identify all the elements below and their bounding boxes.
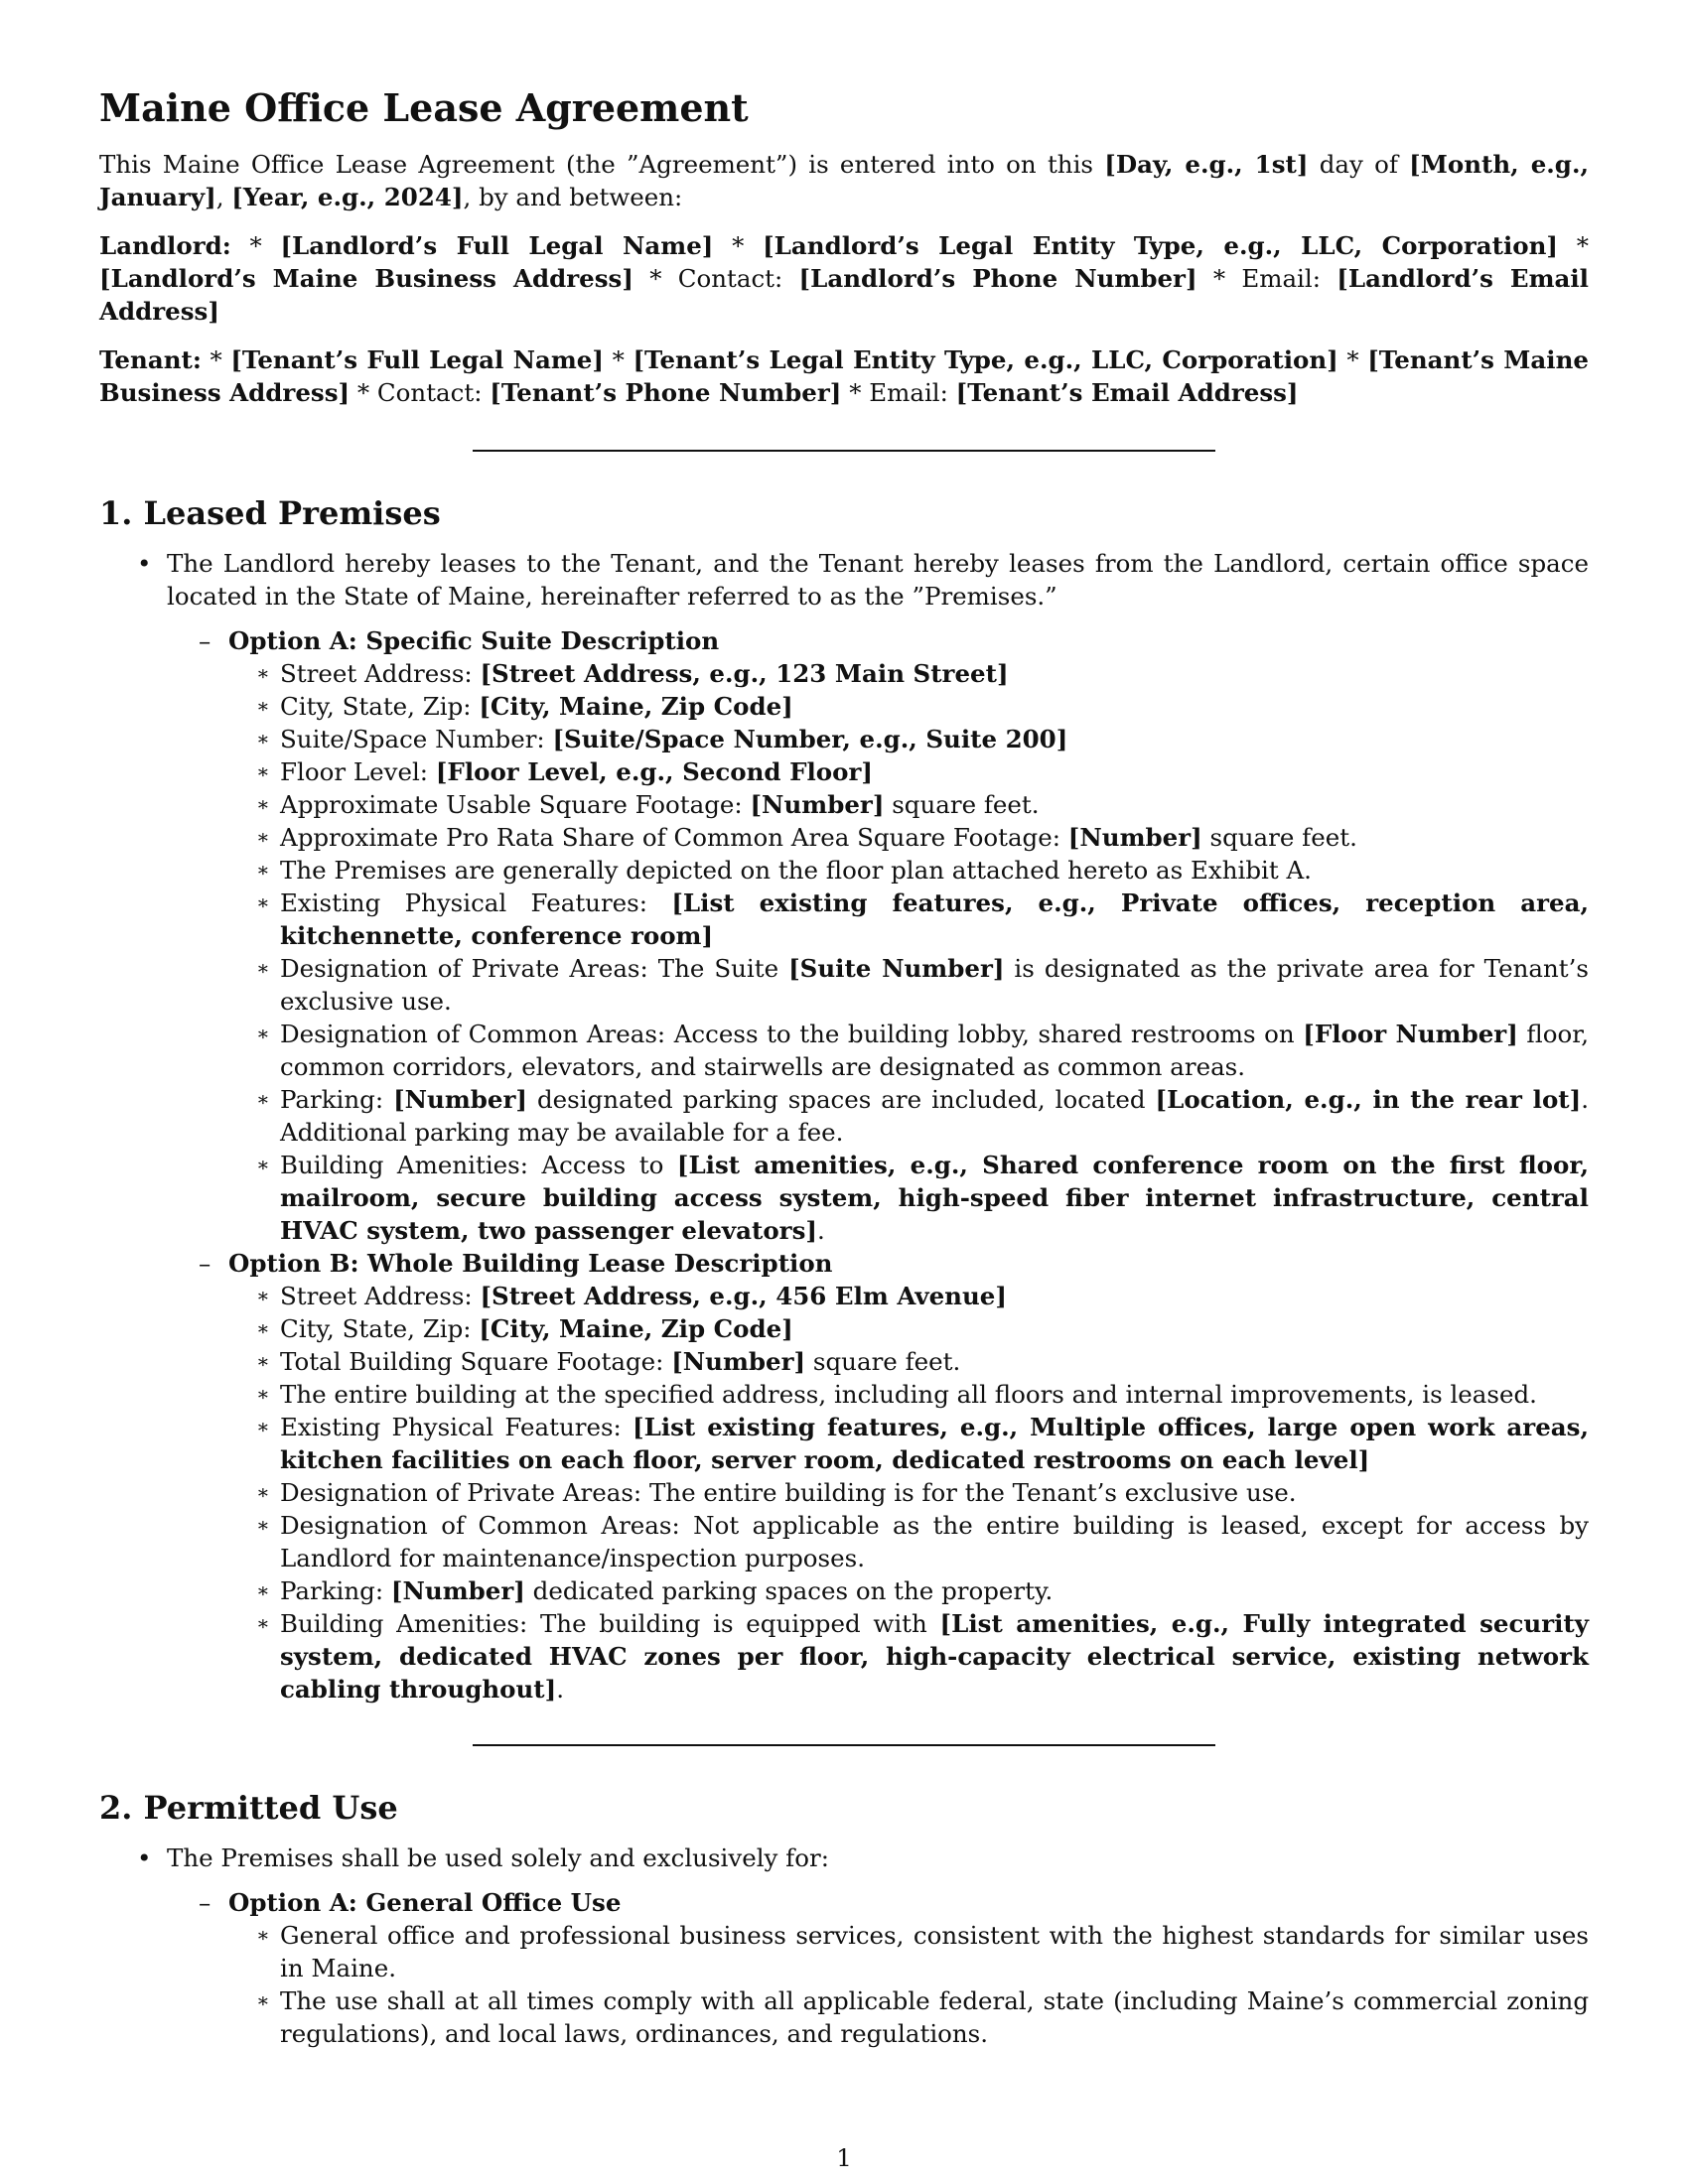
placeholder-field: [Floor Number]: [1303, 1020, 1518, 1048]
dash-icon: –: [199, 626, 211, 655]
list-item: [228, 723, 1589, 755]
placeholder-field: [List existing features, e.g., Private offices, reception area, kitchennette, conference room]: [280, 888, 1589, 950]
asterisk-icon: ∗: [256, 694, 270, 718]
option-b-item: [167, 1247, 1589, 1706]
placeholder-field: [Number]: [1067, 823, 1202, 852]
intro-text: This Maine Office Lease Agreement (the ”Agreement”) is entered into on this: [99, 150, 1093, 179]
leased-premises-list: [99, 547, 1589, 1706]
landlord-paragraph: [99, 229, 1589, 328]
item-label: Building Amenities: Access to: [280, 1151, 677, 1179]
list-item: [228, 1476, 1589, 1509]
item-label: Suite/Space Number:: [280, 725, 553, 753]
month-placeholder: [Month, e.g., January]: [99, 150, 1589, 211]
dash-icon: –: [199, 1249, 211, 1278]
asterisk-icon: ∗: [256, 1988, 270, 2012]
placeholder-field: [List amenities, e.g., Fully integrated security system, dedicated HVAC zones per floor, high-capacity electrical service, existing network cabling throughout]: [280, 1609, 1589, 1704]
item-text: Designation of Common Areas: Not applicable as the entire building is leased, except for access by Landlord for maintenance/inspection purposes.: [280, 1511, 1589, 1572]
option-a-item: [167, 1886, 1589, 2050]
permitted-use-list: [99, 1842, 1589, 2050]
option-b-details: [228, 1280, 1589, 1706]
list-item: [228, 821, 1589, 854]
item-text: floor, common corridors, elevators, and stairwells are designated as common areas.: [280, 1020, 1590, 1081]
list-item: [228, 788, 1589, 821]
separator: *: [603, 345, 633, 374]
asterisk-icon: ∗: [256, 1480, 270, 1504]
placeholder-field: [Suite Number]: [788, 954, 1005, 983]
list-item: [99, 1842, 1589, 2050]
section-heading-leased-premises: 1. Leased Premises: [99, 494, 441, 532]
placeholder-field: [Street Address, e.g., 123 Main Street]: [480, 659, 1009, 688]
document-content: [99, 85, 1589, 2050]
asterisk-icon: ∗: [256, 727, 270, 751]
list-item: [228, 1378, 1589, 1411]
placeholder-field: [Number]: [390, 1576, 525, 1605]
item-text: designated parking spaces are included, located: [527, 1085, 1156, 1114]
list-item: [228, 1509, 1589, 1574]
landlord-address-placeholder: [Landlord’s Maine Business Address]: [99, 264, 633, 293]
option-a-item: [167, 624, 1589, 1247]
asterisk-icon: ∗: [256, 1382, 270, 1406]
item-label: Parking:: [280, 1085, 394, 1114]
asterisk-icon: ∗: [256, 1087, 270, 1111]
placeholder-field: [Suite/Space Number, e.g., Suite 200]: [552, 725, 1068, 753]
placeholder-field: [Floor Level, e.g., Second Floor]: [435, 757, 873, 786]
item-text: The entire building at the specified address, including all floors and internal improvements, is leased.: [280, 1380, 1537, 1409]
year-placeholder: [Year, e.g., 2024]: [231, 183, 464, 211]
list-item: [228, 1280, 1589, 1312]
intro-text: , by and between:: [463, 183, 683, 211]
option-a-details: [228, 657, 1589, 1247]
list-item: [228, 1083, 1589, 1149]
list-item: [228, 690, 1589, 723]
list-item: [228, 854, 1589, 887]
asterisk-icon: ∗: [256, 1349, 270, 1373]
item-label: Designation of Common Areas: Access to the building lobby, shared restrooms on: [280, 1020, 1304, 1048]
option-b-title: Option B: Whole Building Lease Description: [228, 1249, 833, 1278]
item-label: City, State, Zip:: [280, 1314, 480, 1343]
bullet-icon: •: [137, 549, 152, 578]
email-label: * Email:: [841, 378, 956, 407]
item-label: Building Amenities: The building is equipped with: [280, 1609, 940, 1638]
item-text: .: [816, 1216, 825, 1245]
list-item: [228, 1312, 1589, 1345]
tenant-phone-placeholder: [Tenant’s Phone Number]: [490, 378, 842, 407]
landlord-name-placeholder: [Landlord’s Full Legal Name]: [280, 231, 714, 260]
item-text: dedicated parking spaces on the property.: [524, 1576, 1054, 1605]
asterisk-icon: ∗: [256, 1153, 270, 1176]
asterisk-icon: ∗: [256, 1284, 270, 1307]
item-label: Existing Physical Features:: [280, 888, 672, 917]
separator: *: [713, 231, 764, 260]
contact-label: * Contact:: [633, 264, 799, 293]
asterisk-icon: ∗: [256, 1578, 270, 1602]
option-a-title: Option A: Specific Suite Description: [228, 626, 720, 655]
tenant-address-placeholder: [Tenant’s Maine Business Address]: [99, 345, 1590, 407]
tenant-email-placeholder: [Tenant’s Email Address]: [955, 378, 1299, 407]
list-item: [228, 1984, 1589, 2050]
asterisk-icon: ∗: [256, 858, 270, 882]
asterisk-icon: ∗: [256, 825, 270, 849]
asterisk-icon: ∗: [256, 1611, 270, 1635]
landlord-phone-placeholder: [Landlord’s Phone Number]: [798, 264, 1197, 293]
option-a-details: [228, 1919, 1589, 2050]
options-list: [167, 624, 1589, 1706]
intro-text: ,: [215, 183, 224, 211]
intro-text: day of: [1319, 150, 1398, 179]
asterisk-icon: ∗: [256, 1513, 270, 1537]
placeholder-field: [City, Maine, Zip Code]: [479, 692, 793, 721]
landlord-email-placeholder: [Landlord’s Email Address]: [99, 264, 1589, 326]
list-item: [228, 1607, 1589, 1706]
day-placeholder: [Day, e.g., 1st]: [1104, 150, 1309, 179]
item-label: Approximate Usable Square Footage:: [280, 790, 751, 819]
item-text: .: [556, 1675, 565, 1704]
section-divider: [473, 1744, 1215, 1746]
separator: *: [230, 231, 281, 260]
intro-paragraph: [99, 148, 1589, 213]
tenant-name-placeholder: [Tenant’s Full Legal Name]: [230, 345, 604, 374]
item-text: General office and professional business services, consistent with the highest standards for similar uses in Maine.: [280, 1921, 1589, 1982]
list-item: [228, 1411, 1589, 1476]
tenant-label: Tenant:: [99, 345, 202, 374]
list-item: [228, 952, 1589, 1018]
dash-icon: –: [199, 1888, 211, 1917]
separator: *: [201, 345, 231, 374]
asterisk-icon: ∗: [256, 1415, 270, 1438]
item-label: Total Building Square Footage:: [280, 1347, 672, 1376]
asterisk-icon: ∗: [256, 1022, 270, 1045]
list-item-text: The Premises shall be used solely and exclusively for:: [167, 1843, 829, 1872]
placeholder-field: [Number]: [750, 790, 885, 819]
item-label: Floor Level:: [280, 757, 436, 786]
section-heading-permitted-use: 2. Permitted Use: [99, 1789, 398, 1827]
placeholder-field: [Number]: [671, 1347, 806, 1376]
page-number: 1: [836, 2143, 852, 2172]
placeholder-field: [Number]: [393, 1085, 528, 1114]
list-item: [99, 547, 1589, 1706]
item-label: Street Address:: [280, 659, 481, 688]
asterisk-icon: ∗: [256, 792, 270, 816]
list-item-text: The Landlord hereby leases to the Tenant, and the Tenant hereby leases from the Landlord, certain office space located in the State of Maine, hereinafter referred to as the ”Premises.”: [167, 549, 1589, 611]
options-list: [167, 1886, 1589, 2050]
document-title: Maine Office Lease Agreement: [99, 85, 749, 130]
separator: *: [1558, 231, 1589, 260]
item-text: square feet.: [1201, 823, 1357, 852]
item-text: square feet.: [805, 1347, 961, 1376]
list-item: [228, 1919, 1589, 1984]
item-text: square feet.: [884, 790, 1040, 819]
separator: *: [1337, 345, 1368, 374]
asterisk-icon: ∗: [256, 1923, 270, 1947]
asterisk-icon: ∗: [256, 1316, 270, 1340]
placeholder-field: [Location, e.g., in the rear lot]: [1155, 1085, 1582, 1114]
item-label: City, State, Zip:: [280, 692, 480, 721]
item-label: Parking:: [280, 1576, 391, 1605]
asterisk-icon: ∗: [256, 759, 270, 783]
list-item: [228, 1345, 1589, 1378]
placeholder-field: [City, Maine, Zip Code]: [479, 1314, 793, 1343]
placeholder-field: [List existing features, e.g., Multiple offices, large open work areas, kitchen facilities on each floor, server room, dedicated restrooms on each level]: [280, 1413, 1589, 1474]
list-item: [228, 1149, 1589, 1247]
asterisk-icon: ∗: [256, 661, 270, 685]
item-text: The Premises are generally depicted on the floor plan attached hereto as Exhibit A.: [280, 856, 1312, 885]
item-text: is designated as the private area for Tenant’s exclusive use.: [280, 954, 1589, 1016]
item-text: Designation of Private Areas: The entire building is for the Tenant’s exclusive use.: [280, 1478, 1297, 1507]
list-item: [228, 1574, 1589, 1607]
asterisk-icon: ∗: [256, 890, 270, 914]
list-item: [228, 887, 1589, 952]
item-text: The use shall at all times comply with all applicable federal, state (including Maine’s commercial zoning regulations), and local laws, ordinances, and regulations.: [280, 1986, 1589, 2048]
list-item: [228, 755, 1589, 788]
contact-label: * Contact:: [350, 378, 491, 407]
list-item: [228, 1018, 1589, 1083]
list-item: [228, 657, 1589, 690]
item-text: . Additional parking may be available for a fee.: [280, 1085, 1590, 1147]
tenant-entity-placeholder: [Tenant’s Legal Entity Type, e.g., LLC, Corporation]: [633, 345, 1338, 374]
placeholder-field: [List amenities, e.g., Shared conference room on the first floor, mailroom, secure building access system, high-speed fiber internet infrastructure, central HVAC system, two passenger elevators]: [280, 1151, 1589, 1245]
item-label: Designation of Private Areas: The Suite: [280, 954, 789, 983]
asterisk-icon: ∗: [256, 956, 270, 980]
tenant-paragraph: [99, 343, 1589, 409]
landlord-entity-placeholder: [Landlord’s Legal Entity Type, e.g., LLC, Corporation]: [763, 231, 1559, 260]
bullet-icon: •: [137, 1843, 152, 1872]
item-label: Approximate Pro Rata Share of Common Area Square Footage:: [280, 823, 1068, 852]
placeholder-field: [Street Address, e.g., 456 Elm Avenue]: [480, 1282, 1007, 1310]
section-divider: [473, 450, 1215, 452]
option-a-title: Option A: General Office Use: [228, 1888, 622, 1917]
email-label: * Email:: [1196, 264, 1337, 293]
item-label: Street Address:: [280, 1282, 481, 1310]
landlord-label: Landlord:: [99, 231, 231, 260]
item-label: Existing Physical Features:: [280, 1413, 633, 1441]
